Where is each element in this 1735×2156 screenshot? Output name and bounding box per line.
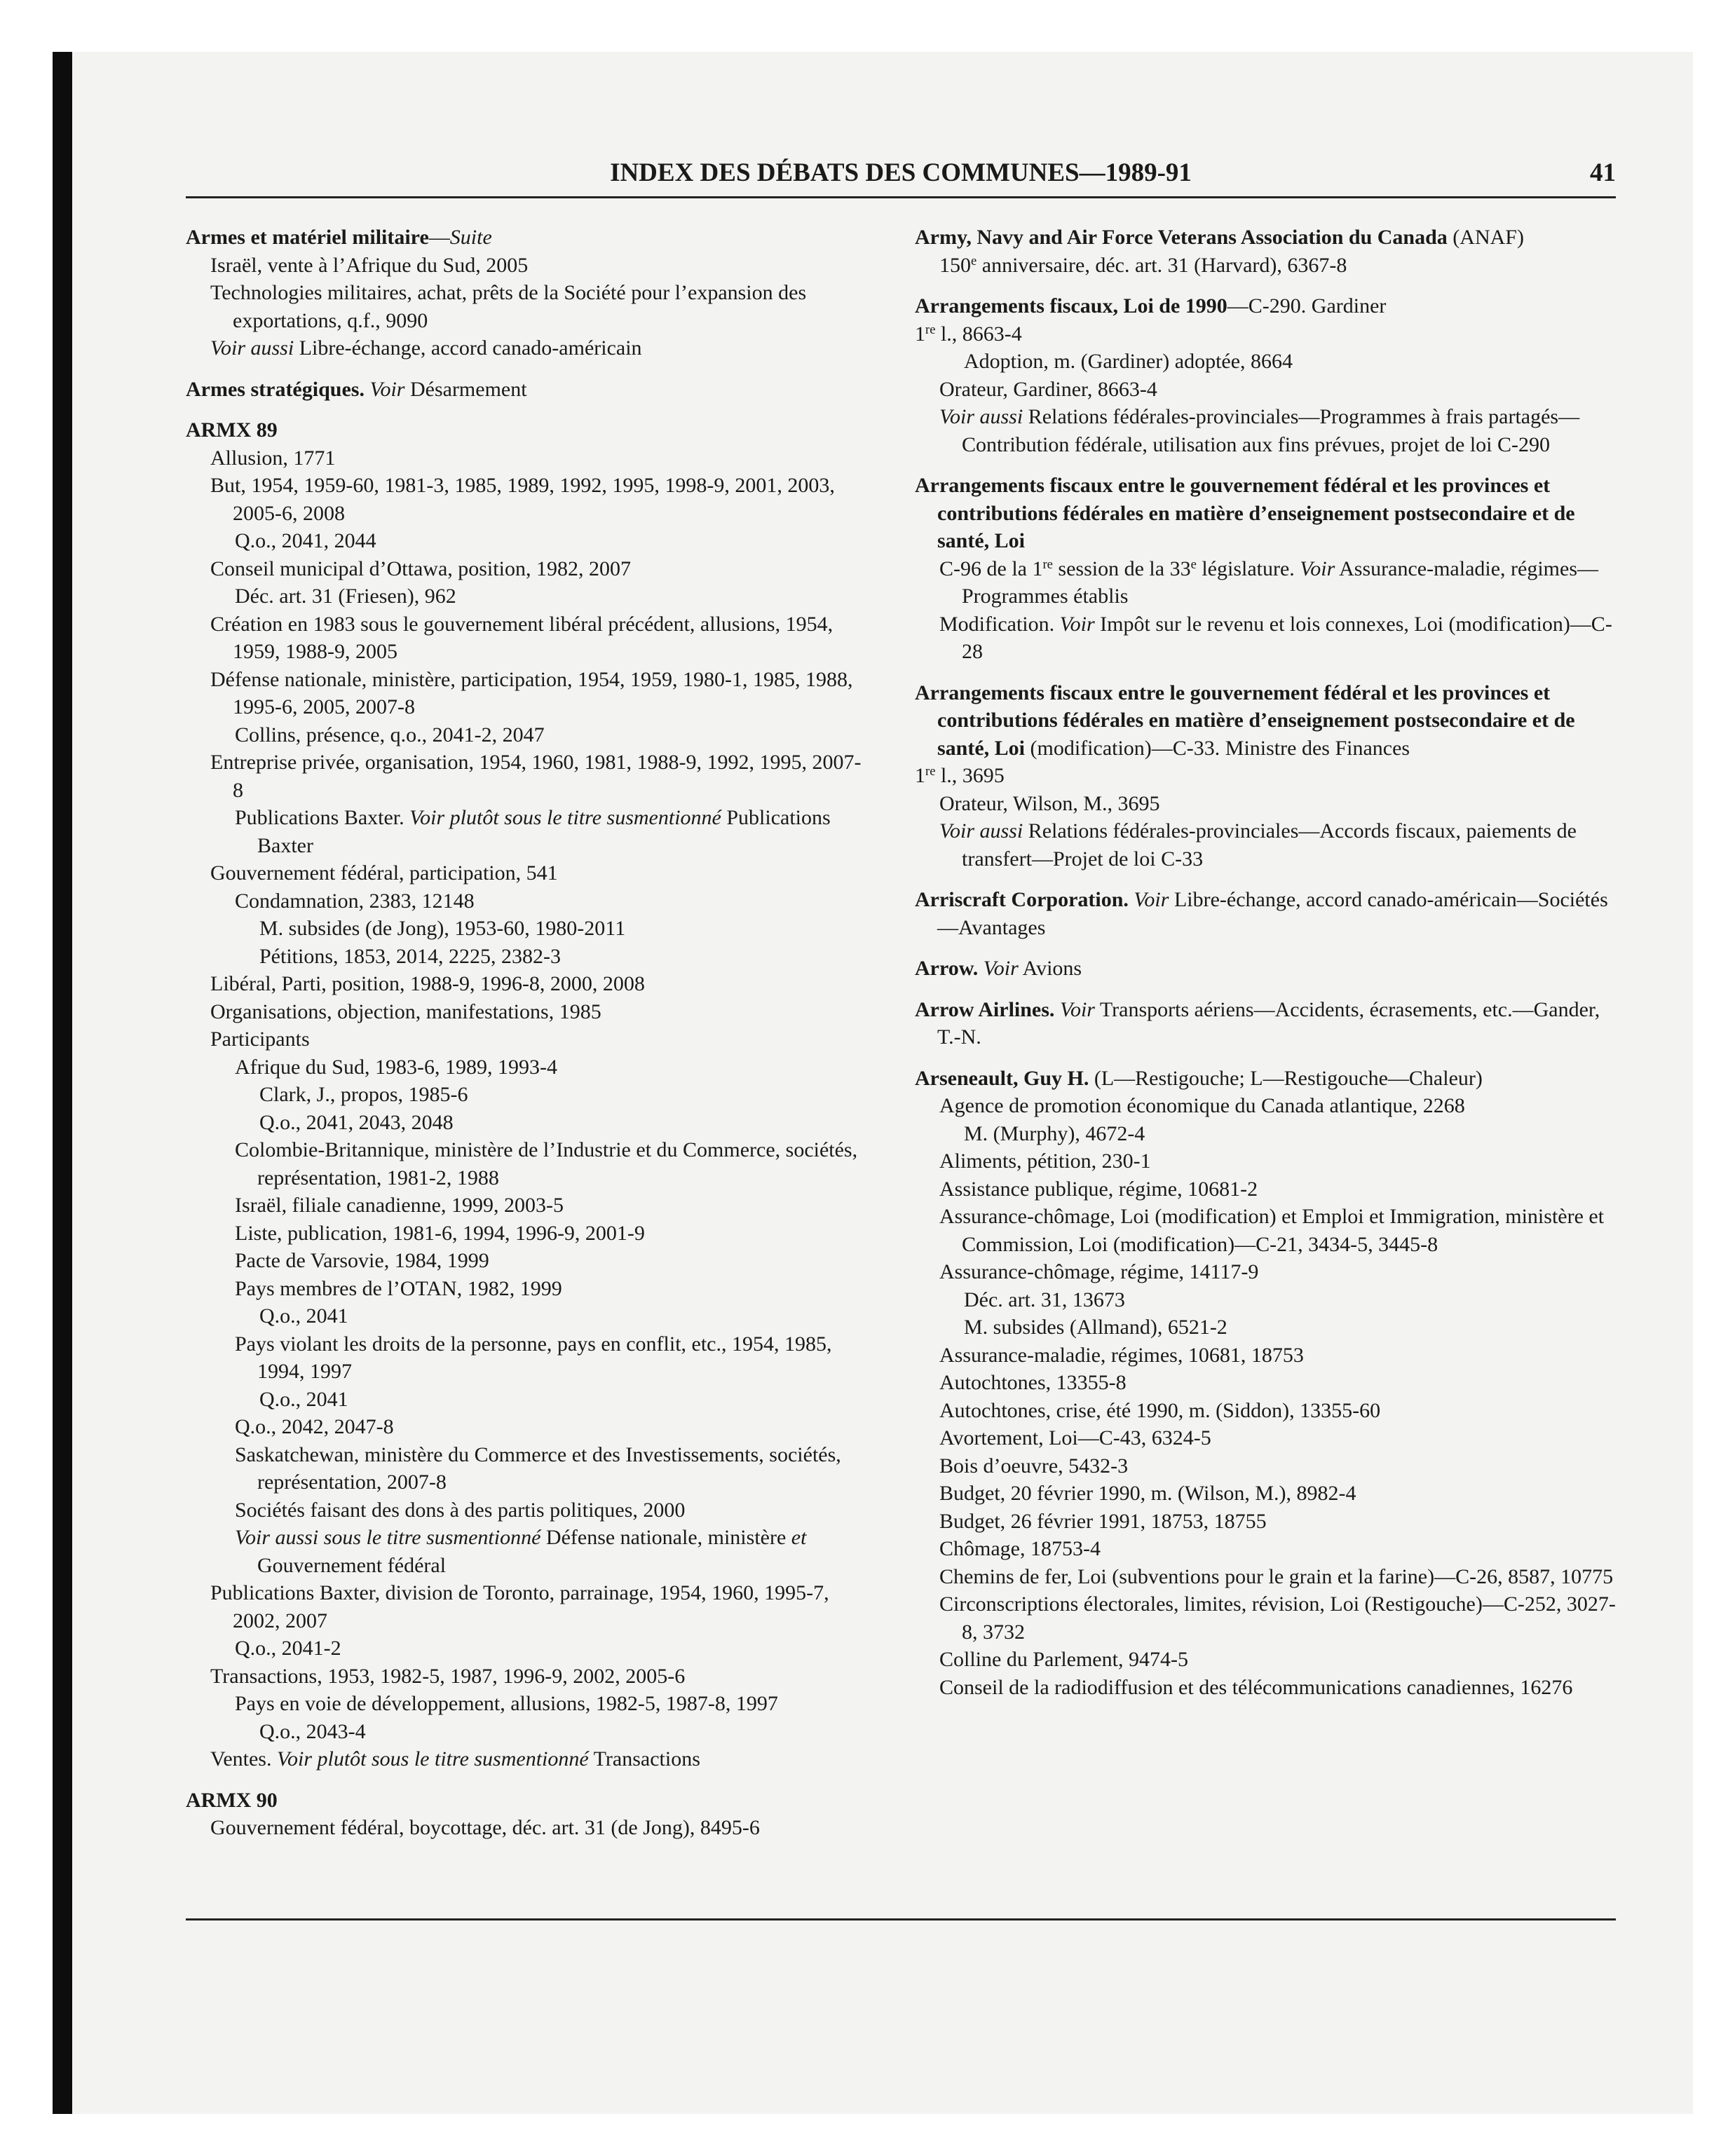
entry-text: Technologies militaires, achat, prêts de la Société pour l’expansion des exportations, q.f., 9090 — [210, 281, 807, 332]
entry-text: Gouvernement fédéral, participation, 541 — [210, 861, 558, 885]
entry-text: Voir — [983, 957, 1019, 980]
entry-text: session de la 33 — [1052, 557, 1191, 580]
index-subentry — [186, 555, 869, 583]
entry-text: Autochtones, crise, été 1990, m. (Siddon), 13355-60 — [939, 1398, 1381, 1422]
index-subentry — [915, 1452, 1616, 1480]
entry-text: Voir aussi — [210, 336, 294, 360]
entry-text: Voir aussi — [939, 819, 1023, 842]
entry-text: Création en 1983 sous le gouvernement libéral précédent, allusions, 1954, 1959, 1988-9, 2005 — [210, 612, 834, 663]
entry-text: Relations fédérales-provinciales—Programmes à frais partagés—Contribution fédérale, utilisation aux fins prévues, projet de loi C-290 — [962, 405, 1580, 456]
entry-text: Q.o., 2043-4 — [259, 1719, 366, 1743]
footer-rule — [186, 1918, 1616, 1920]
entry-text: Q.o., 2041 — [259, 1387, 348, 1411]
entry-text: (modification)—C-33. Ministre des Finances — [1025, 736, 1410, 760]
entry-text: 1 — [915, 322, 925, 346]
entry-text: Israël, vente à l’Afrique du Sud, 2005 — [210, 253, 529, 277]
entry-text: Q.o., 2041, 2043, 2048 — [259, 1110, 454, 1134]
superscript: re — [925, 763, 936, 779]
entry-text: Entreprise privée, organisation, 1954, 1960, 1981, 1988-9, 1992, 1995, 2007-8 — [210, 751, 862, 802]
entry-text — [978, 957, 984, 980]
entry-text: Voir plutôt sous le titre susmentionné — [276, 1747, 589, 1770]
index-subentry — [186, 1247, 869, 1275]
entry-text: Colline du Parlement, 9474-5 — [939, 1648, 1188, 1671]
index-subentry — [186, 252, 869, 280]
entry-text: — — [428, 226, 450, 249]
index-subentry — [186, 1275, 869, 1303]
entry-text: Pétitions, 1853, 2014, 2225, 2382-3 — [259, 944, 562, 968]
entry-text: Voir plutôt sous le titre susmentionné — [409, 806, 721, 829]
entry-text: Gouvernement fédéral, boycottage, déc. art. 31 (de Jong), 8495-6 — [210, 1816, 760, 1839]
index-subentry — [915, 1258, 1616, 1286]
entry-text: C-96 de la 1 — [939, 557, 1043, 580]
entry-text: Liste, publication, 1981-6, 1994, 1996-9, 2001-9 — [235, 1221, 645, 1245]
index-subentry — [915, 1203, 1616, 1258]
entry-text: Voir — [1134, 888, 1169, 911]
index-subentry — [186, 1109, 869, 1137]
index-subentry — [915, 376, 1616, 404]
entry-text: Assurance-maladie, régimes—Programmes établis — [962, 557, 1598, 608]
index-column-left — [186, 224, 869, 1842]
entry-text: Assistance publique, régime, 10681-2 — [939, 1177, 1258, 1201]
entry-text: Libre-échange, accord canado-américain—Sociétés—Avantages — [937, 888, 1608, 939]
entry-text: Publications Baxter — [257, 806, 831, 857]
index-subentry — [915, 610, 1616, 666]
index-subentry — [186, 915, 869, 943]
index-subentry — [186, 279, 869, 334]
index-entry-heading — [915, 886, 1616, 941]
entry-text: Budget, 26 février 1991, 18753, 18755 — [939, 1509, 1267, 1533]
index-subentry — [915, 252, 1616, 280]
entry-text: ARMX 90 — [186, 1788, 278, 1812]
index-subentry — [186, 1663, 869, 1691]
index-entry-heading — [186, 1787, 869, 1815]
index-subentry — [186, 1136, 869, 1192]
index-subentry — [915, 403, 1616, 458]
entry-text: (ANAF) — [1447, 226, 1524, 249]
index-entry-heading — [915, 224, 1616, 252]
entry-text: Budget, 20 février 1990, m. (Wilson, M.), 8982-4 — [939, 1482, 1356, 1505]
index-subentry — [186, 970, 869, 998]
entry-text: But, 1954, 1959-60, 1981-3, 1985, 1989, 1992, 1995, 1998-9, 2001, 2003, 2005-6, 2008 — [210, 474, 835, 525]
entry-text: Avions — [1018, 957, 1082, 980]
entry-text: Voir — [1300, 557, 1335, 580]
index-subentry — [186, 1081, 869, 1109]
index-subentry — [186, 1441, 869, 1496]
entry-text: Relations fédérales-provinciales—Accords fiscaux, paiements de transfert—Projet de loi C-33 — [962, 819, 1577, 871]
index-subentry — [915, 1508, 1616, 1536]
entry-text: —C-290. Gardiner — [1227, 294, 1387, 318]
entry-text: législature. — [1196, 557, 1300, 580]
entry-text: Saskatchewan, ministère du Commerce et des Investissements, sociétés, représentation, 2007-8 — [235, 1442, 841, 1494]
index-subentry — [186, 334, 869, 362]
index-subentry — [915, 1535, 1616, 1563]
entry-text: Armes et matériel militaire — [186, 226, 429, 249]
entry-text: l., 8663-4 — [935, 322, 1022, 346]
index-subentry — [186, 1524, 869, 1579]
entry-text: Allusion, 1771 — [210, 446, 336, 470]
entry-text: Gouvernement fédéral — [257, 1553, 447, 1577]
entry-text: Pacte de Varsovie, 1984, 1999 — [235, 1249, 489, 1272]
index-subentry — [186, 1220, 869, 1248]
entry-text: Army, Navy and Air Force Veterans Association du Canada — [915, 226, 1448, 249]
entry-text: Assurance-chômage, régime, 14117-9 — [939, 1260, 1259, 1283]
index-subentry — [915, 1175, 1616, 1203]
index-subentry — [186, 1579, 869, 1635]
page-number: 41 — [1590, 158, 1616, 187]
superscript: re — [925, 322, 936, 337]
entry-text: Q.o., 2042, 2047-8 — [235, 1415, 394, 1438]
index-subentry — [915, 1424, 1616, 1452]
entry-text: Transactions — [588, 1747, 700, 1770]
index-subentry — [186, 998, 869, 1026]
index-subentry — [186, 1413, 869, 1441]
index-subentry — [915, 1563, 1616, 1591]
entry-text: Déc. art. 31, 13673 — [964, 1288, 1125, 1311]
index-subentry — [915, 1314, 1616, 1342]
index-subentry — [915, 1646, 1616, 1674]
entry-text: Arrow Airlines. — [915, 997, 1055, 1021]
index-entry-heading — [915, 996, 1616, 1051]
entry-text: Arseneault, Guy H. — [915, 1066, 1089, 1090]
index-entry-heading — [915, 292, 1616, 320]
entry-text: Modification. — [939, 612, 1060, 636]
index-subentry — [915, 555, 1616, 610]
index-entry-heading — [186, 224, 869, 252]
entry-text: Déc. art. 31 (Friesen), 962 — [235, 585, 456, 608]
entry-text: Sociétés faisant des dons à des partis politiques, 2000 — [235, 1498, 686, 1522]
index-subentry — [186, 943, 869, 971]
index-subentry — [915, 348, 1616, 376]
entry-text: Avortement, Loi—C-43, 6324-5 — [939, 1426, 1211, 1449]
index-subentry — [186, 666, 869, 721]
entry-text: Ventes. — [210, 1747, 277, 1770]
index-subentry — [186, 1330, 869, 1386]
index-subentry — [915, 1369, 1616, 1397]
entry-text: Arrangements fiscaux entre le gouvernement fédéral et les provinces et contributions fédérales en matière d’enseignement postsecondaire et de santé, Loi — [915, 474, 1575, 552]
entry-text: Assurance-maladie, régimes, 10681, 18753 — [939, 1343, 1304, 1367]
entry-text: ARMX 89 — [186, 418, 278, 442]
index-subentry — [915, 1286, 1616, 1314]
entry-text: Désarmement — [404, 377, 527, 401]
entry-text: Transports aériens—Accidents, écrasements, etc.—Gander, T.-N. — [937, 997, 1600, 1049]
index-subentry — [186, 1496, 869, 1524]
entry-text: Impôt sur le revenu et lois connexes, Loi (modification)—C-28 — [962, 612, 1612, 663]
index-subentry — [186, 1718, 869, 1746]
index-subentry — [915, 790, 1616, 818]
entry-text: Arriscraft Corporation. — [915, 888, 1129, 911]
index-subentry — [186, 1814, 869, 1842]
index-entry-heading — [915, 762, 1616, 790]
entry-text — [1054, 998, 1060, 1021]
index-subentry — [186, 472, 869, 527]
entry-text: 150 — [939, 253, 971, 277]
entry-text: Pays violant les droits de la personne, pays en conflit, etc., 1954, 1985, 1994, 1997 — [235, 1332, 832, 1383]
index-subentry — [915, 1674, 1616, 1702]
running-header — [186, 158, 1616, 201]
superscript: re — [1042, 557, 1053, 572]
entry-text: Voir aussi sous le titre susmentionné — [235, 1526, 541, 1549]
index-subentry — [915, 817, 1616, 873]
index-column-right — [915, 224, 1616, 1701]
index-subentry — [186, 1745, 869, 1773]
entry-text: 1 — [915, 764, 925, 787]
entry-text: et — [791, 1526, 807, 1549]
entry-text: Publications Baxter. — [235, 806, 410, 829]
index-subentry — [186, 1192, 869, 1220]
entry-text: Pays en voie de développement, allusions, 1982-5, 1987-8, 1997 — [235, 1692, 778, 1715]
entry-text: Condamnation, 2383, 12148 — [235, 889, 475, 913]
entry-text: Assurance-chômage, Loi (modification) et Emploi et Immigration, ministère et Commission, Loi (modification)—C-21, 3434-5, 3445-8 — [939, 1205, 1605, 1256]
entry-text: Participants — [210, 1028, 310, 1051]
entry-text: l., 3695 — [935, 764, 1005, 787]
index-entry-heading — [915, 472, 1616, 555]
entry-text: Aliments, pétition, 230-1 — [939, 1149, 1151, 1173]
superscript: e — [971, 253, 977, 268]
index-subentry — [186, 1025, 869, 1053]
entry-text: Voir — [1059, 997, 1095, 1021]
entry-text: Publications Baxter, division de Toronto, parrainage, 1954, 1960, 1995-7, 2002, 2007 — [210, 1581, 829, 1632]
header-rule — [186, 196, 1616, 198]
entry-text: Organisations, objection, manifestations, 1985 — [210, 999, 601, 1023]
entry-text: Collins, présence, q.o., 2041-2, 2047 — [235, 723, 545, 746]
index-subentry — [915, 1480, 1616, 1508]
header-title: INDEX DES DÉBATS DES COMMUNES—1989-91 — [610, 158, 1192, 187]
entry-text: Adoption, m. (Gardiner) adoptée, 8664 — [964, 350, 1293, 373]
entry-text: Voir — [369, 377, 405, 401]
index-subentry — [186, 1302, 869, 1330]
entry-text: anniversaire, déc. art. 31 (Harvard), 6367-8 — [977, 253, 1347, 277]
entry-text: Bois d’oeuvre, 5432-3 — [939, 1454, 1129, 1478]
index-entry-heading — [915, 320, 1616, 348]
entry-text: M. subsides (Allmand), 6521-2 — [964, 1316, 1227, 1339]
index-subentry — [186, 444, 869, 472]
entry-text: Libéral, Parti, position, 1988-9, 1996-8, 2000, 2008 — [210, 972, 645, 995]
index-entry-heading — [915, 1065, 1616, 1093]
index-subentry — [186, 859, 869, 887]
entry-text: Orateur, Gardiner, 8663-4 — [939, 377, 1157, 401]
index-subentry — [915, 1147, 1616, 1175]
index-subentry — [186, 610, 869, 666]
entry-text: Autochtones, 13355-8 — [939, 1371, 1127, 1394]
entry-text: Colombie-Britannique, ministère de l’Industrie et du Commerce, sociétés, représentation, 1981-2, 1988 — [235, 1138, 858, 1189]
entry-text: Q.o., 2041, 2044 — [235, 529, 376, 552]
entry-text: Défense nationale, ministère, participation, 1954, 1959, 1980-1, 1985, 1988, 1995-6, 2005, 2007-8 — [210, 667, 853, 718]
entry-text: Chômage, 18753-4 — [939, 1537, 1101, 1560]
index-subentry — [186, 749, 869, 804]
entry-text: Pays membres de l’OTAN, 1982, 1999 — [235, 1276, 562, 1300]
entry-text: Clark, J., propos, 1985-6 — [259, 1083, 468, 1106]
index-subentry — [186, 804, 869, 859]
index-subentry — [915, 1120, 1616, 1148]
index-subentry — [186, 887, 869, 915]
index-subentry — [186, 1635, 869, 1663]
index-entry-heading — [915, 679, 1616, 763]
index-subentry — [915, 1397, 1616, 1425]
entry-text: M. (Murphy), 4672-4 — [964, 1121, 1145, 1145]
entry-text: Défense nationale, ministère — [540, 1526, 791, 1549]
entry-text: Agence de promotion économique du Canada atlantique, 2268 — [939, 1094, 1465, 1117]
entry-text: Orateur, Wilson, M., 3695 — [939, 791, 1160, 815]
index-entry-heading — [186, 416, 869, 444]
index-entry-heading — [186, 376, 869, 404]
index-subentry — [186, 1690, 869, 1718]
entry-text: (L—Restigouche; L—Restigouche—Chaleur) — [1089, 1066, 1483, 1090]
entry-text: Q.o., 2041-2 — [235, 1637, 341, 1660]
index-entry-heading — [915, 955, 1616, 983]
entry-text: Transactions, 1953, 1982-5, 1987, 1996-9, 2002, 2005-6 — [210, 1664, 686, 1688]
entry-text: Q.o., 2041 — [259, 1304, 348, 1328]
entry-text: Conseil de la radiodiffusion et des télécommunications canadiennes, 16276 — [939, 1675, 1573, 1699]
entry-text: Arrow. — [915, 957, 979, 980]
index-subentry — [186, 1386, 869, 1414]
entry-text: Armes stratégiques. — [186, 377, 365, 401]
entry-text: Israël, filiale canadienne, 1999, 2003-5 — [235, 1194, 564, 1217]
entry-text: Voir aussi — [939, 405, 1023, 428]
entry-text: M. subsides (de Jong), 1953-60, 1980-2011 — [259, 917, 626, 940]
entry-text: Circonscriptions électorales, limites, révision, Loi (Restigouche)—C-252, 3027-8, 3732 — [939, 1592, 1616, 1644]
index-subentry — [915, 1590, 1616, 1646]
entry-text: Arrangements fiscaux entre le gouvernement fédéral et les provinces et contributions fédérales en matière d’enseignement postsecondaire et de santé, Loi — [915, 681, 1575, 760]
index-subentry — [186, 1053, 869, 1082]
index-subentry — [915, 1342, 1616, 1370]
entry-text: Afrique du Sud, 1983-6, 1989, 1993-4 — [235, 1055, 557, 1079]
scan-edge-shadow — [53, 52, 72, 2114]
entry-text: Arrangements fiscaux, Loi de 1990 — [915, 294, 1227, 318]
index-subentry — [186, 527, 869, 555]
superscript: e — [1190, 557, 1197, 572]
entry-text: Libre-échange, accord canado-américain — [294, 336, 642, 360]
entry-text: Suite — [449, 226, 492, 249]
entry-text: Voir — [1059, 612, 1095, 636]
entry-text: Chemins de fer, Loi (subventions pour le grain et la farine)—C-26, 8587, 10775 — [939, 1564, 1614, 1588]
entry-text: Conseil municipal d’Ottawa, position, 1982, 2007 — [210, 557, 631, 580]
index-subentry — [186, 721, 869, 749]
index-subentry — [186, 582, 869, 610]
index-subentry — [915, 1092, 1616, 1120]
